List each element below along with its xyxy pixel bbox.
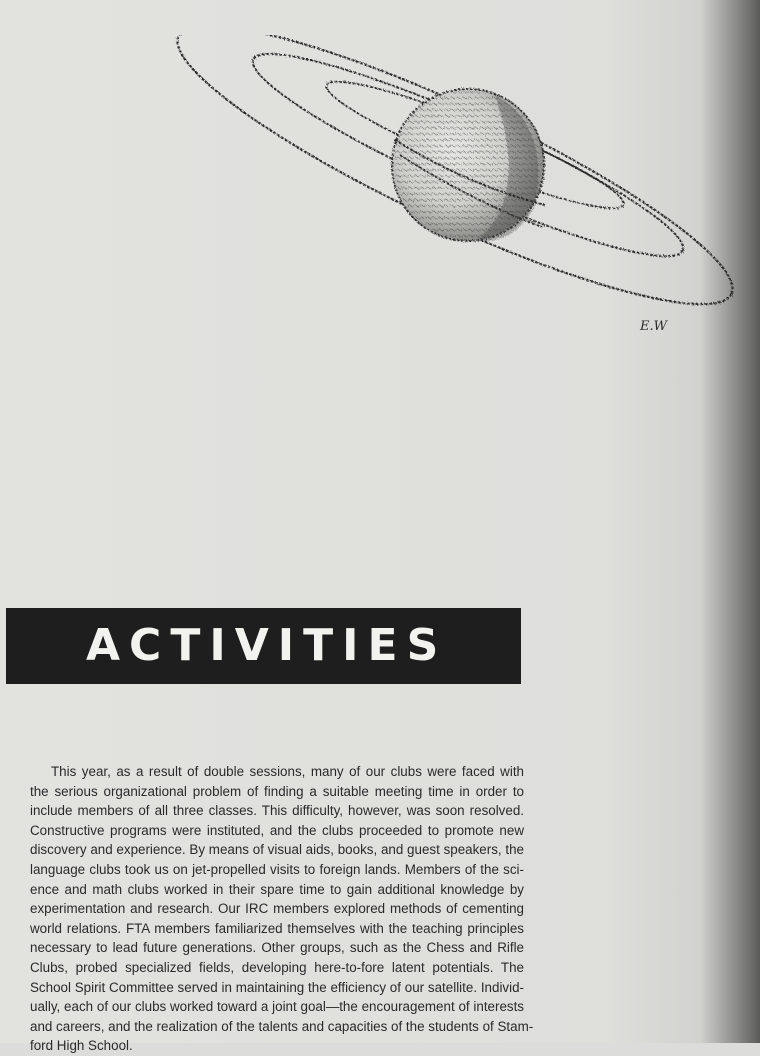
paragraph-line: world relations. FTA members familiarized themselves with the teaching principles [30, 920, 524, 936]
paragraph-line: Constructive programs were instituted, and the clubs proceeded to promote new [30, 822, 524, 838]
paragraph-line: necessary to lead future generations. Other groups, such as the Chess and Rifle [30, 940, 524, 956]
saturn-illustration [150, 35, 755, 345]
intro-paragraph [30, 762, 534, 1056]
paragraph-line: School Spirit Committee served in maintaining the efficiency of our satellite. Individ- [30, 979, 524, 995]
paragraph-line: Clubs, probed specialized fields, developing here-to-fore latent potentials. The [30, 959, 524, 975]
paragraph-line: experimentation and research. Our IRC members explored methods of cementing [30, 901, 524, 917]
paragraph-line: language clubs took us on jet-propelled visits to foreign lands. Members of the sci- [30, 861, 524, 877]
paragraph-line: ford High School. [30, 1038, 133, 1054]
section-title: ACTIVITIES [86, 620, 448, 671]
paragraph-line: discovery and experience. By means of visual aids, books, and guest speakers, the [30, 842, 524, 858]
artist-signature: E.W [640, 319, 667, 334]
paragraph-line: ence and math clubs worked in their spare time to gain additional knowledge by [30, 881, 524, 897]
paragraph-line: and careers, and the realization of the talents and capacities of the students of Stam- [30, 1018, 534, 1034]
section-banner [6, 608, 521, 684]
paragraph-line: include members of all three classes. This difficulty, however, was soon resolved. [30, 803, 524, 819]
paragraph-line: ually, each of our clubs worked toward a joint goal—the encouragement of interests [30, 999, 524, 1015]
paragraph-line: the serious organizational problem of finding a suitable meeting time in order to [30, 783, 524, 799]
paragraph-line: This year, as a result of double sessions, many of our clubs were faced with [51, 764, 524, 779]
